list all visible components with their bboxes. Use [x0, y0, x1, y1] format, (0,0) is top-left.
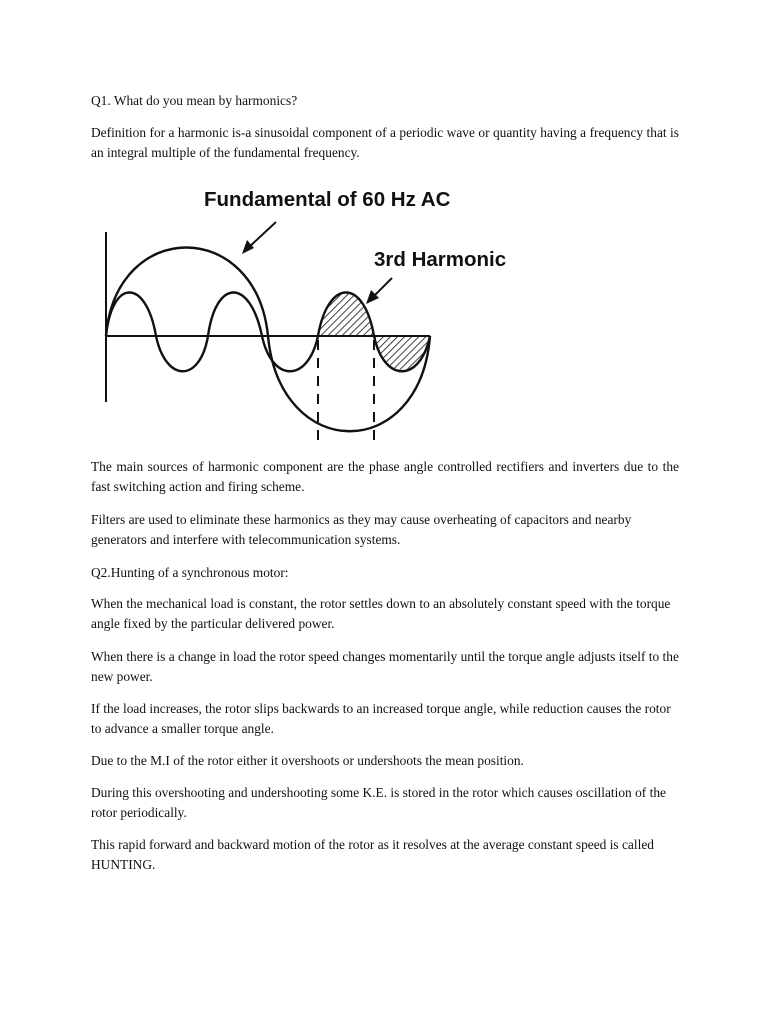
q1-question: Q1. What do you mean by harmonics? [91, 93, 298, 108]
sources-paragraph: The main sources of harmonic component are the phase angle controlled rectifiers and inverters due to the fast switching action and firing scheme. [91, 459, 679, 494]
q2-paragraph-4: Due to the M.I of the rotor either it overshoots or undershoots the mean position. [91, 753, 524, 768]
filters-paragraph: Filters are used to eliminate these harmonics as they may cause overheating of capacitors and nearby generators and interfere with telecommunication systems. [91, 512, 632, 547]
harmonic-positive-lobe-hatch [318, 293, 374, 337]
q2-paragraph-2: When there is a change in load the rotor speed changes momentarily until the torque angle adjusts itself to the new power. [91, 649, 679, 684]
q2-paragraph-1: When the mechanical load is constant, the rotor settles down to an absolutely constant speed with the torque angle fixed by the particular delivered power. [91, 596, 671, 631]
harmonic-negative-lobe-hatch [374, 336, 430, 371]
q2-paragraph-6: This rapid forward and backward motion of the rotor as it resolves at the average constant speed is called HUNTING. [91, 837, 654, 872]
fundamental-arrow-shaft [248, 222, 276, 248]
fundamental-label: Fundamental of 60 Hz AC [204, 188, 451, 211]
fundamental-arrow-head [242, 240, 254, 254]
q1-definition: Definition for a harmonic is-a sinusoidal component of a periodic wave or quantity having a frequency that is an integral multiple of the fundamental frequency. [91, 125, 679, 160]
q2-paragraph-5: During this overshooting and undershooting some K.E. is stored in the rotor which causes oscillation of the rotor periodically. [91, 785, 666, 820]
harmonics-diagram [96, 178, 536, 446]
harmonic-label: 3rd Harmonic [374, 248, 507, 271]
q2-heading: Q2.Hunting of a synchronous motor: [91, 565, 289, 580]
q2-paragraph-3: If the load increases, the rotor slips backwards to an increased torque angle, while reduction causes the rotor to advance a smaller torque angle. [91, 701, 671, 736]
